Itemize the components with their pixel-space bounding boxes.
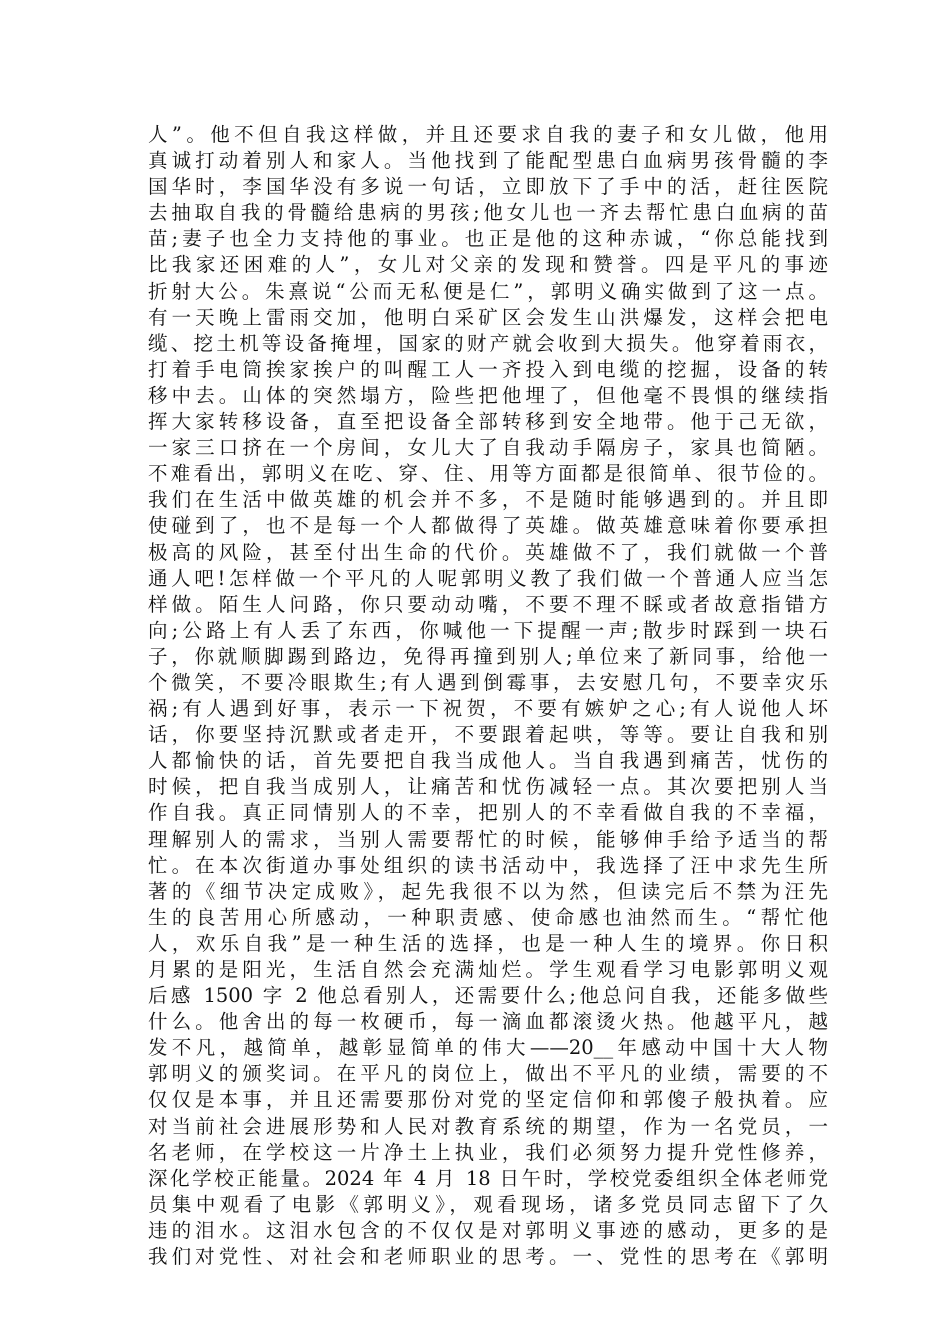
text-line: 违的泪水。这泪水包含的不仅仅是对郭明义事迹的感动，更多的是	[148, 1218, 828, 1242]
text-line: 我们在生活中做英雄的机会并不多，不是随时能够遇到的。并且即	[148, 488, 828, 512]
text-line: 时候，把自我当成别人，让痛苦和忧伤减轻一点。其次要把别人当	[148, 775, 828, 799]
text-line: 个微笑，不要冷眼欺生;有人遇到倒霉事，去安慰几句，不要幸灾乐	[148, 670, 828, 694]
text-line: 忙。在本次街道办事处组织的读书活动中，我选择了汪中求先生所	[148, 853, 828, 877]
text-line: 子，你就顺脚踢到路边，免得再撞到别人;单位来了新同事，给他一	[148, 644, 828, 668]
text-line: 郭明义的颁奖词。在平凡的岗位上，做出不平凡的业绩，需要的不	[148, 1062, 828, 1086]
text-line: 折射大公。朱熹说“公而无私便是仁”，郭明义确实做到了这一点。	[148, 279, 828, 303]
text-line: 理解别人的需求，当别人需要帮忙的时候，能够伸手给予适当的帮	[148, 827, 828, 851]
text-line: 缆、挖土机等设备掩埋，国家的财产就会收到大损失。他穿着雨衣，	[148, 331, 828, 355]
text-line: 人”。他不但自我这样做，并且还要求自我的妻子和女儿做，他用	[148, 123, 828, 146]
text-line: 去抽取自我的骨髓给患病的男孩;他女儿也一齐去帮忙患白血病的苗	[148, 201, 828, 225]
text-line: 深化学校正能量。2024 年 4 月 18 日午时，学校党委组织全体老师党	[148, 1166, 828, 1190]
text-line: 后感 1500 字 2 他总看别人，还需要什么;他总问自我，还能多做些	[148, 984, 828, 1008]
text-line: 发不凡，越简单，越彰显简单的伟大——20__年感动中国十大人物	[148, 1036, 828, 1060]
text-line: 生的良苦用心所感动，一种职责感、使命感也油然而生。“帮忙他	[148, 905, 828, 929]
text-line: 不难看出，郭明义在吃、穿、住、用等方面都是很简单、很节俭的。	[148, 462, 828, 486]
text-line: 挥大家转移设备，直至把设备全部转移到安全地带。他于己无欲，	[148, 410, 828, 434]
text-line: 向;公路上有人丢了东西，你喊他一下提醒一声;散步时踩到一块石	[148, 618, 828, 642]
text-line: 对当前社会进展形势和人民对教育系统的期望，作为一名党员，一	[148, 1114, 828, 1138]
text-line: 话，你要坚持沉默或者走开，不要跟着起哄，等等。要让自我和别	[148, 723, 828, 747]
text-line: 人，欢乐自我”是一种生活的选择，也是一种人生的境界。你日积	[148, 931, 828, 955]
text-line: 比我家还困难的人”，女儿对父亲的发现和赞誉。四是平凡的事迹	[148, 253, 828, 277]
text-line: 我们对党性、对社会和老师职业的思考。一、党性的思考在《郭明	[148, 1245, 828, 1269]
text-line: 真诚打动着别人和家人。当他找到了能配型患白血病男孩骨髓的李	[148, 149, 828, 173]
text-line: 极高的风险，甚至付出生命的代价。英雄做不了，我们就做一个普	[148, 540, 828, 564]
text-line: 祸;有人遇到好事，表示一下祝贺，不要有嫉妒之心;有人说他人坏	[148, 697, 828, 721]
text-line: 著的《细节决定成败》，起先我很不以为然，但读完后不禁为汪先	[148, 879, 828, 903]
text-line: 员集中观看了电影《郭明义》，观看现场，诸多党员同志留下了久	[148, 1192, 828, 1216]
text-line: 国华时，李国华没有多说一句话，立即放下了手中的活，赶往医院	[148, 175, 828, 199]
body-paragraph	[148, 122, 828, 1270]
text-line: 样做。陌生人问路，你只要动动嘴，不要不理不睬或者故意指错方	[148, 592, 828, 616]
text-line: 什么。他舍出的每一枚硬币，每一滴血都滚烫火热。他越平凡，越	[148, 1010, 828, 1034]
text-line: 有一天晚上雷雨交加，他明白采矿区会发生山洪爆发，这样会把电	[148, 305, 828, 329]
text-line: 一家三口挤在一个房间，女儿大了自我动手隔房子，家具也简陋。	[148, 436, 828, 460]
text-line: 使碰到了，也不是每一个人都做得了英雄。做英雄意味着你要承担	[148, 514, 828, 538]
text-line: 人都愉快的话，首先要把自我当成他人。当自我遇到痛苦，忧伤的	[148, 749, 828, 773]
text-line: 苗;妻子也全力支持他的事业。也正是他的这种赤诚，“你总能找到	[148, 227, 828, 251]
text-line: 通人吧!怎样做一个平凡的人呢郭明义教了我们做一个普通人应当怎	[148, 566, 828, 590]
text-line: 移中去。山体的突然塌方，险些把他埋了，但他毫不畏惧的继续指	[148, 383, 828, 407]
text-line: 作自我。真正同情别人的不幸，把别人的不幸看做自我的不幸福，	[148, 801, 828, 825]
text-line: 打着手电筒挨家挨户的叫醒工人一齐投入到电缆的挖掘，设备的转	[148, 357, 828, 381]
text-line: 名老师，在学校这一片净土上执业，我们必须努力提升党性修养，	[148, 1140, 828, 1164]
text-line: 仅仅是本事，并且还需要那份对党的坚定信仰和郭傻子般执着。应	[148, 1088, 828, 1112]
text-line: 月累的是阳光，生活自然会充满灿烂。学生观看学习电影郭明义观	[148, 958, 828, 981]
